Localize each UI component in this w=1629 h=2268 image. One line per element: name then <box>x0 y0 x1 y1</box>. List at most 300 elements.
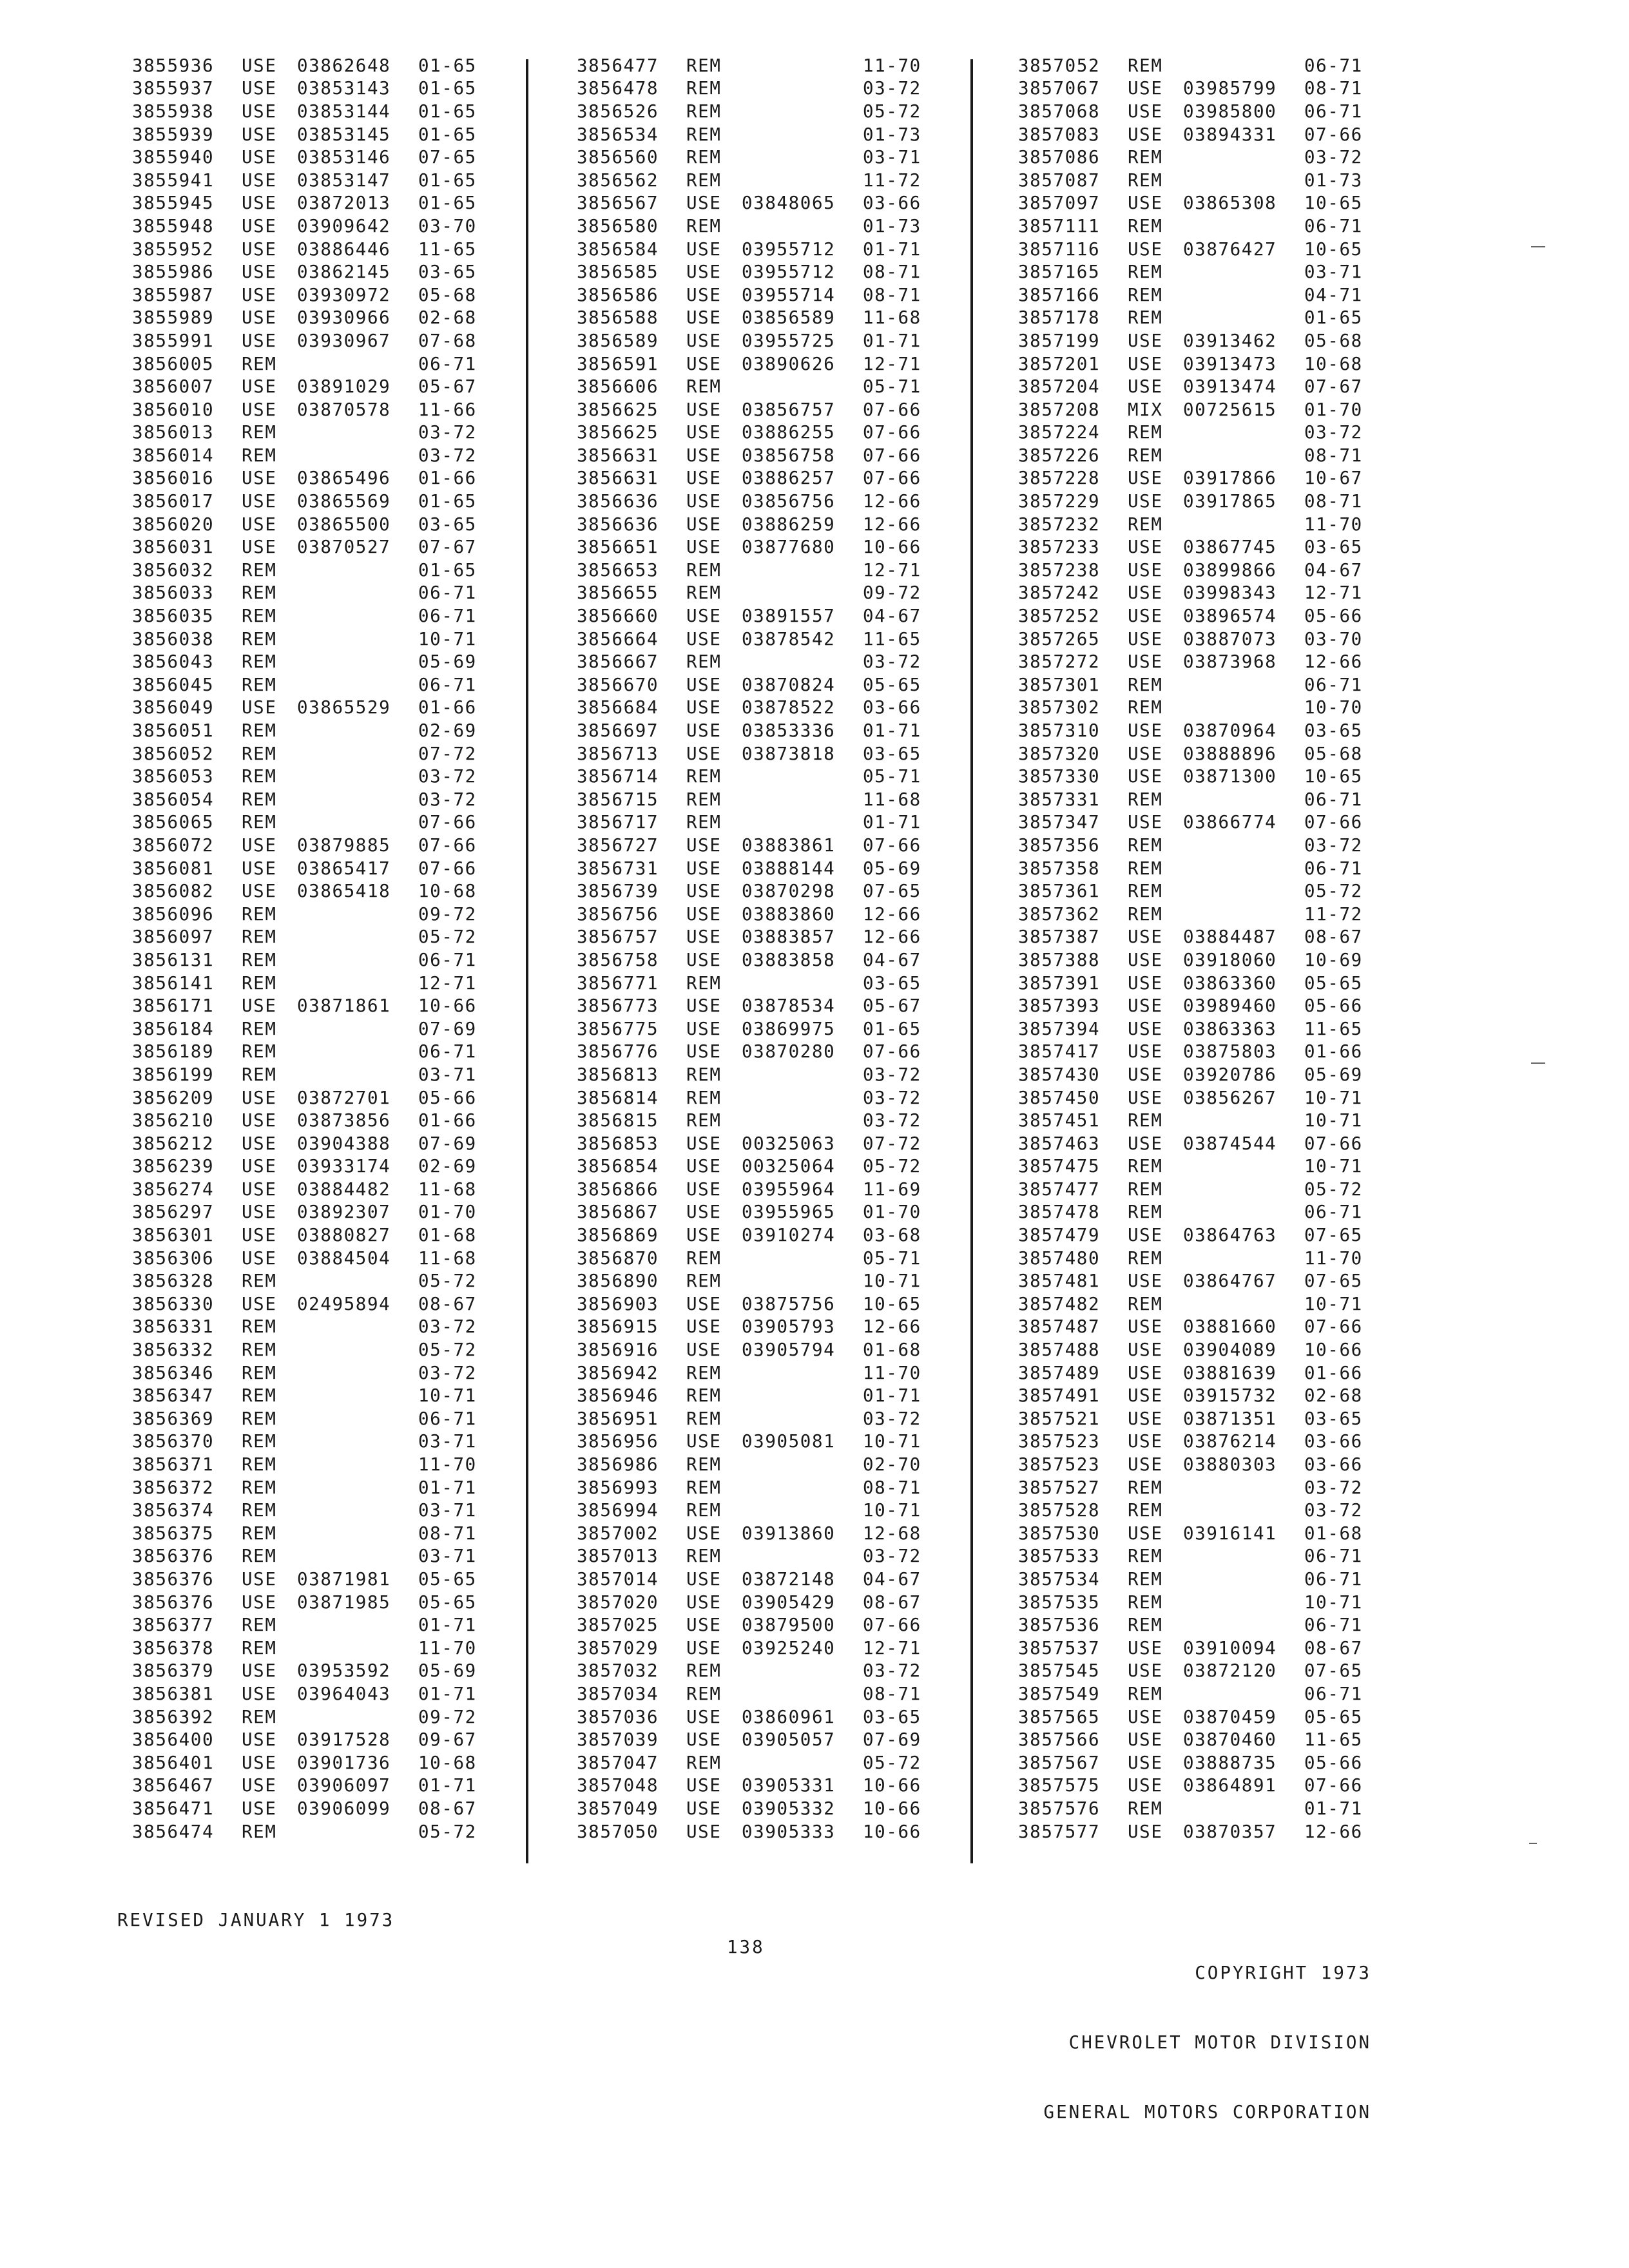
replacement-part: 03905081 <box>742 1431 836 1452</box>
part-number: 3856347 <box>132 1385 215 1407</box>
action-code: REM <box>1128 1247 1163 1269</box>
action-code: REM <box>1128 1683 1163 1704</box>
list-row <box>132 1063 496 1086</box>
effective-date: 07-66 <box>863 422 921 443</box>
list-row <box>1018 1178 1382 1201</box>
part-number: 3856471 <box>132 1798 215 1819</box>
action-code: USE <box>242 1568 277 1590</box>
replacement-part: 03873856 <box>297 1110 391 1131</box>
replacement-part: 03853146 <box>297 147 391 168</box>
action-code: REM <box>686 376 722 398</box>
effective-date: 05-67 <box>863 995 921 1017</box>
effective-date: 05-72 <box>418 1271 477 1292</box>
part-number: 3856053 <box>132 766 215 787</box>
effective-date: 03-72 <box>418 445 477 466</box>
replacement-part: 03864763 <box>1183 1225 1277 1246</box>
part-number: 3857479 <box>1018 1225 1101 1246</box>
replacement-part: 03881660 <box>1183 1316 1277 1338</box>
list-row <box>132 490 496 513</box>
effective-date: 10-65 <box>1304 193 1363 214</box>
effective-date: 07-65 <box>863 881 921 902</box>
list-row <box>132 352 496 376</box>
action-code: USE <box>686 1591 722 1613</box>
replacement-part: 03876214 <box>1183 1431 1277 1452</box>
effective-date: 03-72 <box>863 1408 921 1429</box>
list-row <box>132 169 496 192</box>
replacement-part: 03904388 <box>297 1133 391 1154</box>
effective-date: 12-66 <box>1304 1821 1363 1842</box>
effective-date: 03-71 <box>863 147 921 168</box>
replacement-part: 03905793 <box>742 1316 836 1338</box>
part-number: 3857391 <box>1018 972 1101 994</box>
action-code: USE <box>1128 1821 1163 1842</box>
effective-date: 10-70 <box>1304 697 1363 718</box>
replacement-part: 03894331 <box>1183 124 1277 145</box>
part-number: 3857482 <box>1018 1293 1101 1314</box>
effective-date: 06-71 <box>1304 1683 1363 1704</box>
list-row <box>132 1201 496 1224</box>
list-row <box>1018 1109 1382 1132</box>
replacement-part: 03872013 <box>297 193 391 214</box>
list-row <box>1018 490 1382 513</box>
effective-date: 10-71 <box>1304 1293 1363 1314</box>
part-number: 3856717 <box>577 812 659 833</box>
action-code: USE <box>1128 766 1163 787</box>
effective-date: 11-70 <box>418 1637 477 1658</box>
effective-date: 11-65 <box>1304 1729 1363 1751</box>
action-code: REM <box>686 101 722 122</box>
part-number: 3856606 <box>577 376 659 398</box>
list-row <box>577 307 940 330</box>
replacement-part: 03874544 <box>1183 1133 1277 1154</box>
list-row <box>577 398 940 421</box>
part-number: 3856274 <box>132 1178 215 1200</box>
part-number: 3857394 <box>1018 1018 1101 1039</box>
part-number: 3856184 <box>132 1018 215 1039</box>
list-row <box>1018 146 1382 169</box>
part-number: 3857013 <box>577 1546 659 1567</box>
action-code: USE <box>1128 1775 1163 1796</box>
list-row <box>577 77 940 101</box>
effective-date: 06-71 <box>418 1408 477 1429</box>
effective-date: 03-72 <box>863 1110 921 1131</box>
replacement-part: 03913860 <box>742 1523 836 1544</box>
part-number: 3857229 <box>1018 491 1101 512</box>
part-number: 3857488 <box>1018 1340 1101 1361</box>
effective-date: 11-70 <box>863 1362 921 1383</box>
part-number: 3857020 <box>577 1591 659 1613</box>
action-code: USE <box>686 514 722 535</box>
effective-date: 07-69 <box>418 1133 477 1154</box>
effective-date: 09-67 <box>418 1729 477 1751</box>
replacement-part: 03985799 <box>1183 78 1277 99</box>
part-number: 3856697 <box>577 720 659 742</box>
list-row <box>577 788 940 811</box>
action-code: REM <box>686 789 722 810</box>
replacement-part: 03909642 <box>297 215 391 236</box>
effective-date: 03-70 <box>1304 628 1363 649</box>
part-number: 3856636 <box>577 491 659 512</box>
part-number: 3857567 <box>1018 1752 1101 1773</box>
effective-date: 05-69 <box>418 651 477 673</box>
effective-date: 10-65 <box>1304 238 1363 260</box>
list-row <box>1018 765 1382 788</box>
replacement-part: 03870459 <box>1183 1706 1277 1727</box>
list-row <box>1018 100 1382 123</box>
part-number: 3857204 <box>1018 376 1101 398</box>
part-number: 3855939 <box>132 124 215 145</box>
list-row <box>1018 535 1382 559</box>
part-number: 3857228 <box>1018 468 1101 489</box>
part-number: 3857527 <box>1018 1477 1101 1498</box>
part-number: 3856082 <box>132 881 215 902</box>
replacement-part: 03870527 <box>297 537 391 558</box>
effective-date: 05-65 <box>863 674 921 695</box>
action-code: USE <box>1128 949 1163 970</box>
action-code: REM <box>1128 1156 1163 1177</box>
action-code: USE <box>686 468 722 489</box>
effective-date: 03-72 <box>1304 422 1363 443</box>
replacement-part: 03871985 <box>297 1591 391 1613</box>
part-number: 3856328 <box>132 1271 215 1292</box>
list-row <box>577 1086 940 1110</box>
action-code: REM <box>242 1500 277 1521</box>
effective-date: 11-70 <box>1304 514 1363 535</box>
effective-date: 05-65 <box>418 1568 477 1590</box>
action-code: REM <box>1128 1591 1163 1613</box>
action-code: USE <box>1128 1225 1163 1246</box>
effective-date: 01-71 <box>863 812 921 833</box>
part-number: 3856586 <box>577 284 659 305</box>
action-code: REM <box>686 651 722 673</box>
part-number: 3855989 <box>132 307 215 329</box>
replacement-part: 03848065 <box>742 193 836 214</box>
list-row <box>577 54 940 77</box>
list-row <box>1018 1797 1382 1820</box>
effective-date: 08-71 <box>1304 491 1363 512</box>
action-code: REM <box>242 422 277 443</box>
action-code: USE <box>686 1615 722 1636</box>
effective-date: 03-72 <box>418 422 477 443</box>
part-number: 3856776 <box>577 1041 659 1062</box>
list-row <box>577 1155 940 1178</box>
action-code: USE <box>686 1821 722 1842</box>
list-row <box>1018 1706 1382 1729</box>
list-row <box>577 582 940 605</box>
effective-date: 11-72 <box>1304 903 1363 925</box>
list-row <box>577 535 940 559</box>
list-row <box>577 903 940 926</box>
replacement-part: 03864891 <box>1183 1775 1277 1796</box>
effective-date: 07-69 <box>418 1018 477 1039</box>
action-code: USE <box>242 1775 277 1796</box>
list-row <box>1018 444 1382 467</box>
part-number: 3856016 <box>132 468 215 489</box>
part-number: 3857224 <box>1018 422 1101 443</box>
part-number: 3856664 <box>577 628 659 649</box>
action-code: USE <box>1128 1316 1163 1338</box>
list-row <box>132 879 496 903</box>
effective-date: 12-66 <box>1304 651 1363 673</box>
list-row <box>132 1476 496 1499</box>
replacement-part: 03886255 <box>742 422 836 443</box>
action-code: USE <box>1128 651 1163 673</box>
action-code: USE <box>686 1202 722 1223</box>
list-row <box>1018 582 1382 605</box>
effective-date: 12-71 <box>418 972 477 994</box>
list-row <box>577 1682 940 1706</box>
part-number: 3856013 <box>132 422 215 443</box>
action-code: USE <box>1128 124 1163 145</box>
list-row <box>577 1063 940 1086</box>
action-code: REM <box>686 124 722 145</box>
part-number: 3856477 <box>577 55 659 76</box>
part-number: 3857576 <box>1018 1798 1101 1819</box>
action-code: USE <box>242 1683 277 1704</box>
action-code: REM <box>242 720 277 742</box>
action-code: REM <box>1128 422 1163 443</box>
action-code: USE <box>686 1340 722 1361</box>
list-row <box>1018 375 1382 398</box>
part-number: 3855987 <box>132 284 215 305</box>
action-code: USE <box>242 1202 277 1223</box>
replacement-part: 03953592 <box>297 1660 391 1682</box>
replacement-part: 03989460 <box>1183 995 1277 1017</box>
effective-date: 10-71 <box>863 1431 921 1452</box>
list-row <box>1018 1568 1382 1591</box>
effective-date: 07-72 <box>418 743 477 764</box>
list-row <box>1018 467 1382 490</box>
action-code: REM <box>686 169 722 191</box>
effective-date: 01-65 <box>418 193 477 214</box>
corporation-line: GENERAL MOTORS CORPORATION <box>1043 2102 1371 2122</box>
replacement-part: 03933174 <box>297 1156 391 1177</box>
action-code: USE <box>242 537 277 558</box>
list-row <box>577 1499 940 1522</box>
action-code: REM <box>1128 514 1163 535</box>
list-row <box>132 146 496 169</box>
effective-date: 04-71 <box>1304 284 1363 305</box>
action-code: USE <box>686 858 722 879</box>
part-number: 3856951 <box>577 1408 659 1429</box>
effective-date: 03-72 <box>1304 1500 1363 1521</box>
part-number: 3856376 <box>132 1591 215 1613</box>
list-row <box>132 1728 496 1751</box>
action-code: USE <box>242 55 277 76</box>
action-code: REM <box>242 606 277 627</box>
action-code: REM <box>686 147 722 168</box>
replacement-part: 03884487 <box>1183 927 1277 948</box>
part-number: 3856141 <box>132 972 215 994</box>
action-code: USE <box>686 353 722 374</box>
part-number: 3857272 <box>1018 651 1101 673</box>
list-row <box>132 972 496 995</box>
part-number: 3856331 <box>132 1316 215 1338</box>
effective-date: 06-71 <box>1304 55 1363 76</box>
replacement-part: 03856757 <box>742 399 836 420</box>
part-number: 3856580 <box>577 215 659 236</box>
effective-date: 10-66 <box>863 1775 921 1796</box>
effective-date: 11-68 <box>863 307 921 329</box>
action-code: USE <box>1128 972 1163 994</box>
action-code: USE <box>686 1225 722 1246</box>
list-row <box>577 1774 940 1798</box>
part-number: 3856560 <box>577 147 659 168</box>
part-number: 3857565 <box>1018 1706 1101 1727</box>
effective-date: 01-71 <box>863 238 921 260</box>
part-number: 3857358 <box>1018 858 1101 879</box>
part-number: 3856526 <box>577 101 659 122</box>
part-number: 3857523 <box>1018 1431 1101 1452</box>
part-number: 3857238 <box>1018 559 1101 581</box>
effective-date: 12-66 <box>863 491 921 512</box>
action-code: USE <box>1128 720 1163 742</box>
list-row <box>577 765 940 788</box>
list-row <box>132 719 496 742</box>
part-number: 3856727 <box>577 834 659 856</box>
action-code: REM <box>242 1821 277 1842</box>
action-code: REM <box>1128 215 1163 236</box>
action-code: REM <box>242 628 277 649</box>
list-row <box>1018 857 1382 880</box>
list-row <box>132 54 496 77</box>
replacement-part: 03870460 <box>1183 1729 1277 1751</box>
effective-date: 03-71 <box>418 1064 477 1085</box>
part-number: 3856376 <box>132 1568 215 1590</box>
part-number: 3856007 <box>132 376 215 398</box>
list-row <box>577 375 940 398</box>
effective-date: 06-71 <box>1304 101 1363 122</box>
action-code: REM <box>686 1454 722 1475</box>
replacement-part: 03865529 <box>297 697 391 718</box>
part-number: 3856392 <box>132 1706 215 1727</box>
list-row <box>577 329 940 352</box>
list-row <box>1018 994 1382 1017</box>
replacement-part: 03955725 <box>742 330 836 351</box>
list-row <box>577 192 940 215</box>
action-code: USE <box>242 1660 277 1682</box>
part-number: 3857521 <box>1018 1408 1101 1429</box>
replacement-part: 03865417 <box>297 858 391 879</box>
effective-date: 10-71 <box>1304 1087 1363 1108</box>
part-number: 3857477 <box>1018 1178 1101 1200</box>
action-code: USE <box>686 330 722 351</box>
action-code: REM <box>1128 445 1163 466</box>
action-code: USE <box>1128 743 1163 764</box>
action-code: REM <box>1128 834 1163 856</box>
part-number: 3856625 <box>577 422 659 443</box>
action-code: REM <box>686 766 722 787</box>
list-row <box>1018 1820 1382 1843</box>
part-number: 3856096 <box>132 903 215 925</box>
action-code: REM <box>242 972 277 994</box>
division-line: CHEVROLET MOTOR DIVISION <box>1068 2032 1371 2053</box>
list-row <box>577 1109 940 1132</box>
list-row <box>577 100 940 123</box>
list-row <box>132 628 496 651</box>
list-row <box>132 1797 496 1820</box>
part-number: 3855938 <box>132 101 215 122</box>
effective-date: 05-72 <box>863 101 921 122</box>
action-code: USE <box>686 881 722 902</box>
action-code: USE <box>686 949 722 970</box>
part-number: 3856942 <box>577 1362 659 1383</box>
action-code: USE <box>1128 1087 1163 1108</box>
list-row <box>577 1591 940 1614</box>
effective-date: 01-71 <box>418 1775 477 1796</box>
replacement-part: 03870824 <box>742 674 836 695</box>
effective-date: 03-65 <box>418 262 477 283</box>
list-row <box>577 697 940 720</box>
replacement-part: 03862145 <box>297 262 391 283</box>
part-number: 3856757 <box>577 927 659 948</box>
effective-date: 08-71 <box>863 284 921 305</box>
column-divider <box>970 59 973 1863</box>
effective-date: 02-68 <box>1304 1385 1363 1407</box>
part-number: 3857025 <box>577 1615 659 1636</box>
part-number: 3856870 <box>577 1247 659 1269</box>
action-code: USE <box>1128 1523 1163 1544</box>
action-code: REM <box>242 903 277 925</box>
effective-date: 02-69 <box>418 720 477 742</box>
list-row <box>577 879 940 903</box>
action-code: USE <box>1128 238 1163 260</box>
replacement-part: 03870280 <box>742 1041 836 1062</box>
effective-date: 07-66 <box>1304 1133 1363 1154</box>
part-number: 3856993 <box>577 1477 659 1498</box>
action-code: REM <box>1128 1110 1163 1131</box>
margin-mark <box>1529 1843 1537 1844</box>
action-code: REM <box>242 1271 277 1292</box>
list-row <box>132 994 496 1017</box>
effective-date: 06-71 <box>418 674 477 695</box>
effective-date: 01-73 <box>863 124 921 145</box>
effective-date: 05-65 <box>1304 972 1363 994</box>
action-code: REM <box>686 78 722 99</box>
action-code: USE <box>686 193 722 214</box>
effective-date: 01-71 <box>863 720 921 742</box>
effective-date: 06-71 <box>418 582 477 604</box>
list-row <box>132 1591 496 1614</box>
effective-date: 06-71 <box>1304 674 1363 695</box>
effective-date: 10-68 <box>1304 353 1363 374</box>
effective-date: 11-70 <box>1304 1247 1363 1269</box>
effective-date: 01-65 <box>418 78 477 99</box>
list-row <box>132 1453 496 1476</box>
list-row <box>1018 559 1382 582</box>
part-number: 3856756 <box>577 903 659 925</box>
part-number: 3857535 <box>1018 1591 1101 1613</box>
replacement-part: 03863360 <box>1183 972 1277 994</box>
list-row <box>577 215 940 238</box>
action-code: USE <box>242 399 277 420</box>
action-code: USE <box>242 330 277 351</box>
replacement-part: 03910094 <box>1183 1637 1277 1658</box>
list-row <box>577 1293 940 1316</box>
effective-date: 03-72 <box>863 1546 921 1567</box>
action-code: USE <box>1128 1454 1163 1475</box>
list-row <box>1018 1637 1382 1660</box>
part-number: 3856209 <box>132 1087 215 1108</box>
replacement-part: 03860961 <box>742 1706 836 1727</box>
replacement-part: 03891029 <box>297 376 391 398</box>
part-number: 3857523 <box>1018 1454 1101 1475</box>
action-code: MIX <box>1128 399 1163 420</box>
effective-date: 01-66 <box>1304 1362 1363 1383</box>
replacement-part: 03873968 <box>1183 651 1277 673</box>
effective-date: 04-67 <box>863 949 921 970</box>
replacement-part: 03875803 <box>1183 1041 1277 1062</box>
